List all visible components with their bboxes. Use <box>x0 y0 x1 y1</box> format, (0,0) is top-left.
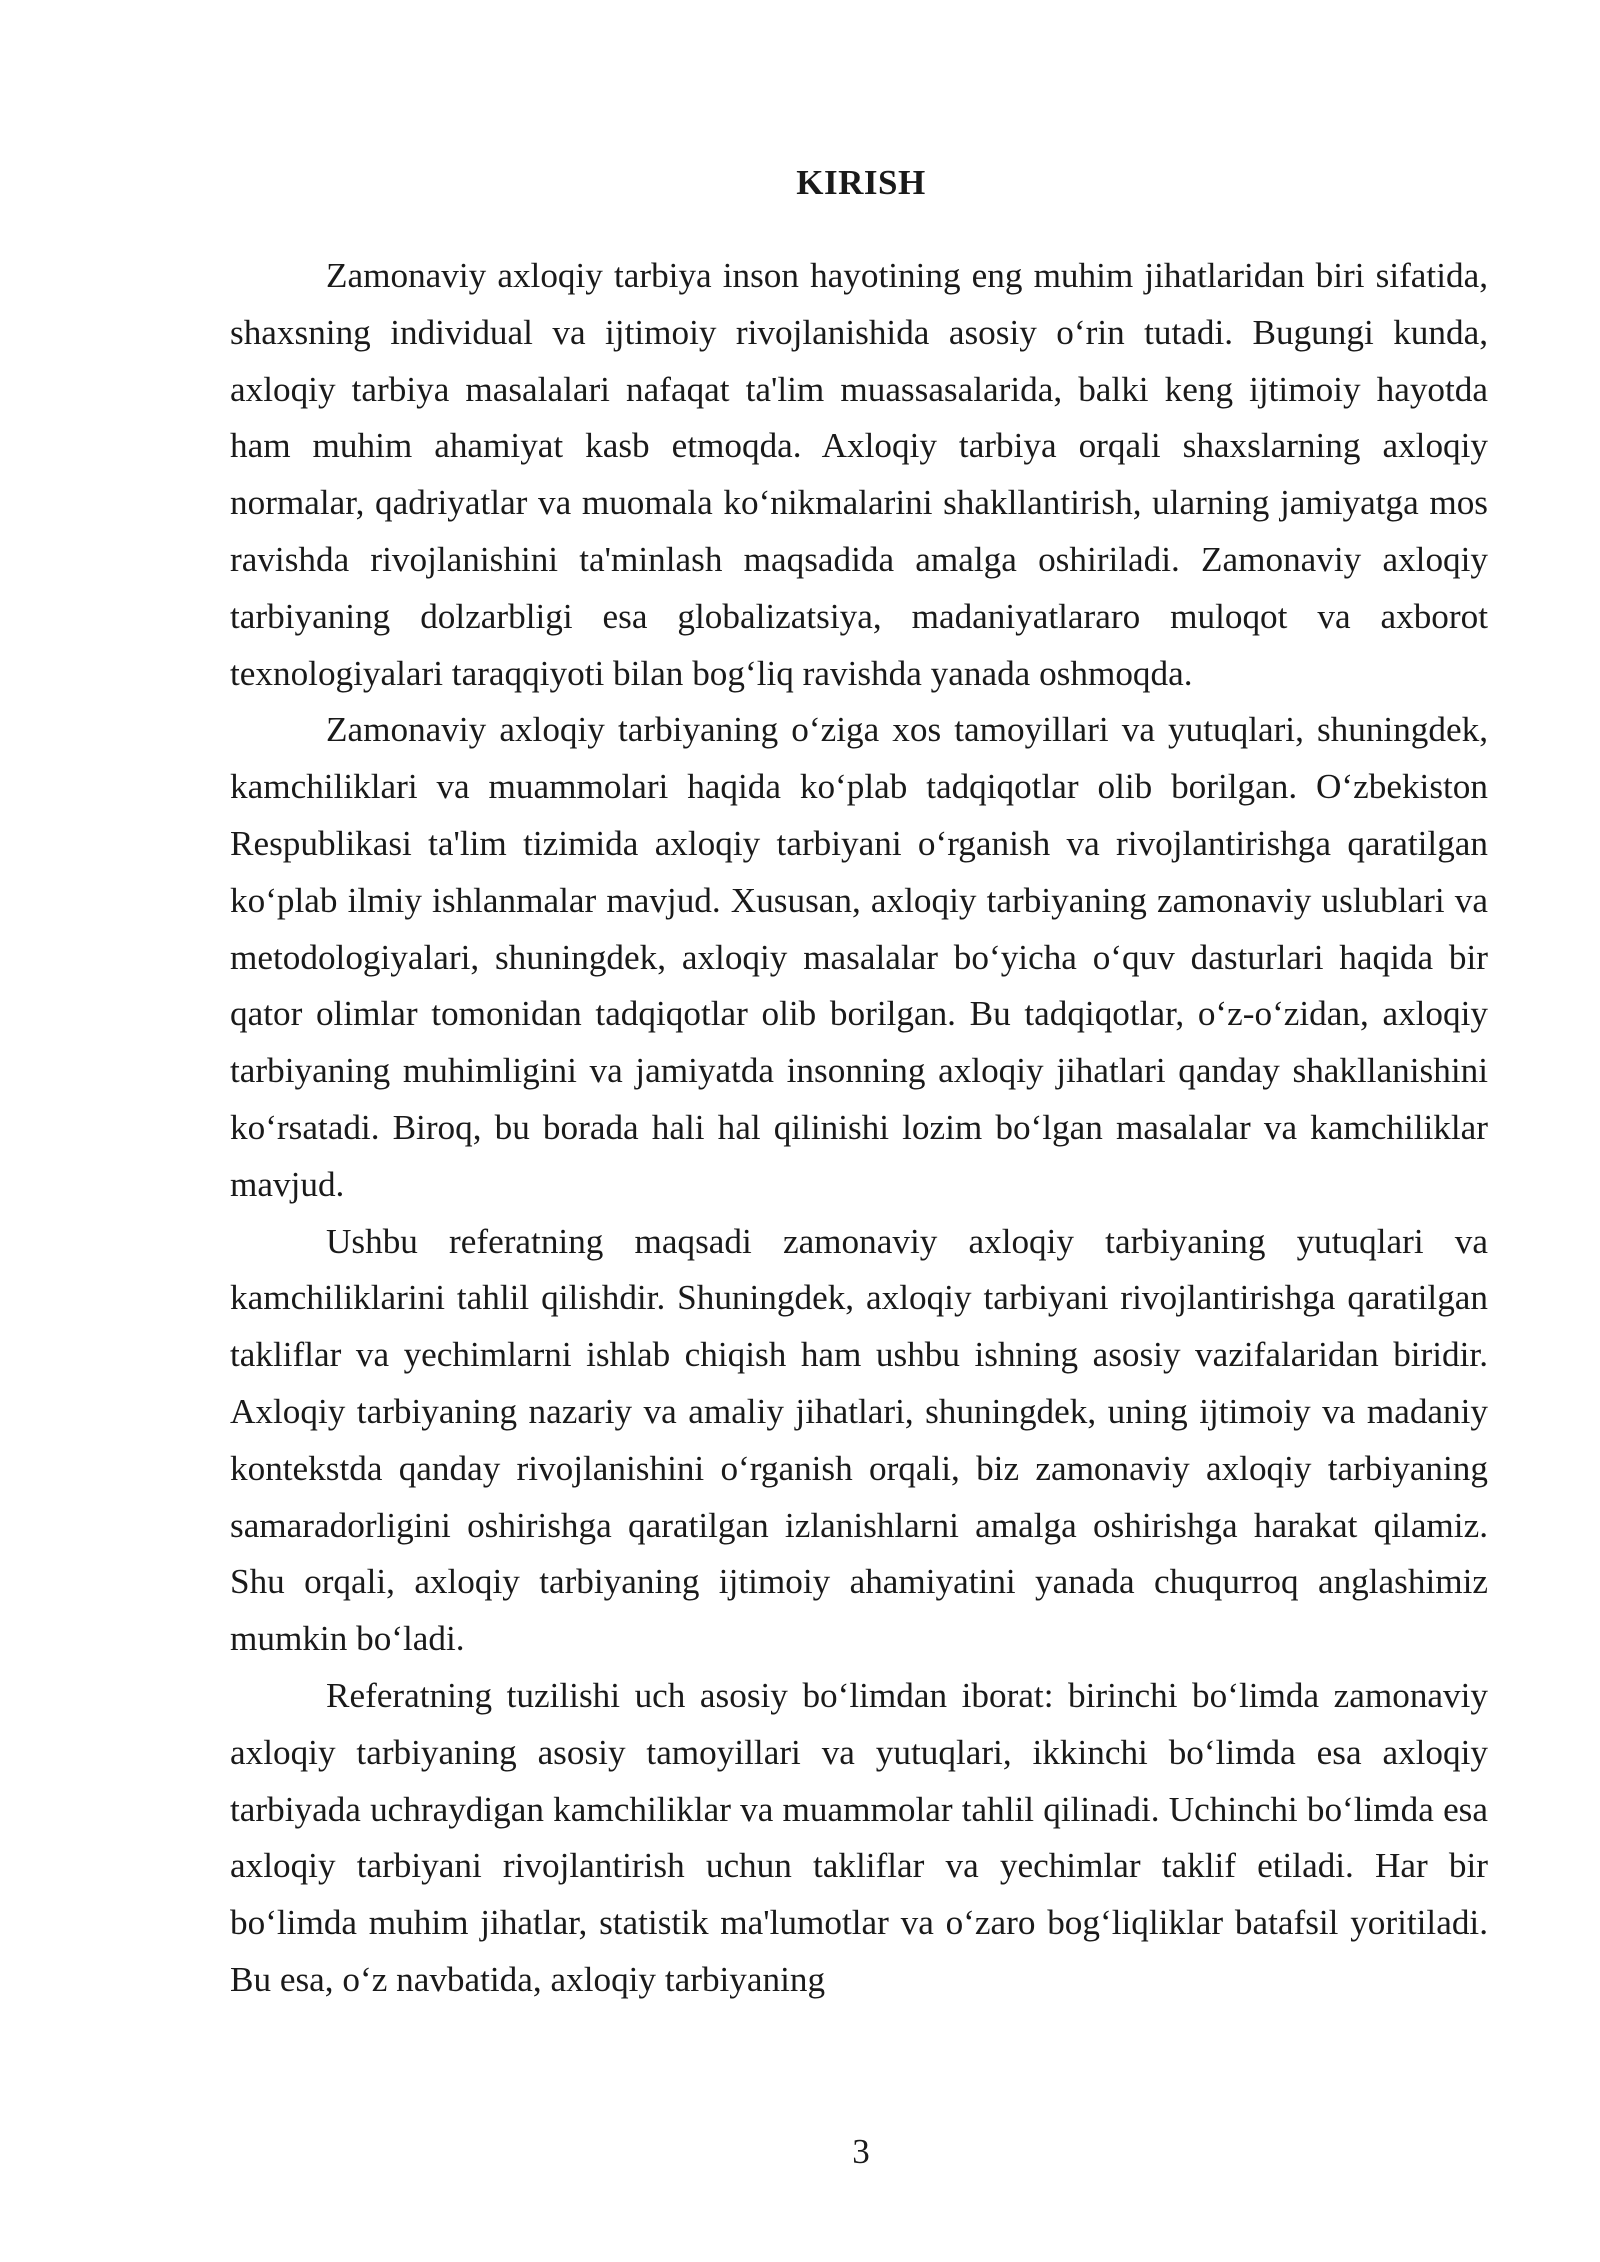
paragraph-2: Zamonaviy axloqiy tarbiyaning o‘ziga xos tamoyillari va yutuqlari, shuningdek, kamchiliklari va muammolari haqida ko‘plab tadqiqotlar olib borilgan. O‘zbekiston Respublikasi ta'lim tizimida axloqiy tarbiyani o‘rganish va rivojlantirishga qaratilgan ko‘plab ilmiy ishlanmalar mavjud. Xususan, axloqiy tarbiyaning zamonaviy uslublari va metodologiyalari, shuningdek, axloqiy masalalar bo‘yicha o‘quv dasturlari haqida bir qator olimlar tomonidan tadqiqotlar olib borilgan. Bu tadqiqotlar, o‘z-o‘zidan, axloqiy tarbiyaning muhimligini va jamiyatda insonning axloqiy jihatlari qanday shakllanishini ko‘rsatadi. Biroq, bu borada hali hal qilinishi lozim bo‘lgan masalalar va kamchiliklar mavjud. <box>230 710 1488 1204</box>
body-text <box>230 248 1488 2009</box>
paragraph-3: Ushbu referatning maqsadi zamonaviy axloqiy tarbiyaning yutuqlari va kamchiliklarini tahlil qilishdir. Shuningdek, axloqiy tarbiyani rivojlantirishga qaratilgan takliflar va yechimlarni ishlab chiqish ham ushbu ishning asosiy vazifalaridan biridir. Axloqiy tarbiyaning nazariy va amaliy jihatlari, shuningdek, uning ijtimoiy va madaniy kontekstda qanday rivojlanishini o‘rganish orqali, biz zamonaviy axloqiy tarbiyaning samaradorligini oshirishga qaratilgan izlanishlarni amalga oshirishga harakat qilamiz. Shu orqali, axloqiy tarbiyaning ijtimoiy ahamiyatini yanada chuqurroq anglashimiz mumkin bo‘ladi. <box>230 1221 1488 1659</box>
page-number: 3 <box>852 2132 870 2171</box>
page-title: KIRISH <box>796 163 926 202</box>
paragraph-1: Zamonaviy axloqiy tarbiya inson hayotining eng muhim jihatlaridan biri sifatida, shaxsning individual va ijtimoiy rivojlanishida asosiy o‘rin tutadi. Bugungi kunda, axloqiy tarbiya masalalari nafaqat ta'lim muassasalarida, balki keng ijtimoiy hayotda ham muhim ahamiyat kasb etmoqda. Axloqiy tarbiya orqali shaxslarning axloqiy normalar, qadriyatlar va muomala ko‘nikmalarini shakllantirish, ularning jamiyatga mos ravishda rivojlanishini ta'minlash maqsadida amalga oshiriladi. Zamonaviy axloqiy tarbiyaning dolzarbligi esa globalizatsiya, madaniyatlararo muloqot va axborot texnologiyalari taraqqiyoti bilan bog‘liq ravishda yanada oshmoqda. <box>230 256 1488 693</box>
paragraph-4: Referatning tuzilishi uch asosiy bo‘limdan iborat: birinchi bo‘limda zamonaviy axloqiy tarbiyaning asosiy tamoyillari va yutuqlari, ikkinchi bo‘limda esa axloqiy tarbiyada uchraydigan kamchiliklar va muammolar tahlil qilinadi. Uchinchi bo‘limda esa axloqiy tarbiyani rivojlantirish uchun takliflar va yechimlar taklif etiladi. Har bir bo‘limda muhim jihatlar, statistik ma'lumotlar va o‘zaro bog‘liqliklar batafsil yoritiladi. Bu esa, o‘z navbatida, axloqiy tarbiyaning <box>230 1675 1488 1999</box>
